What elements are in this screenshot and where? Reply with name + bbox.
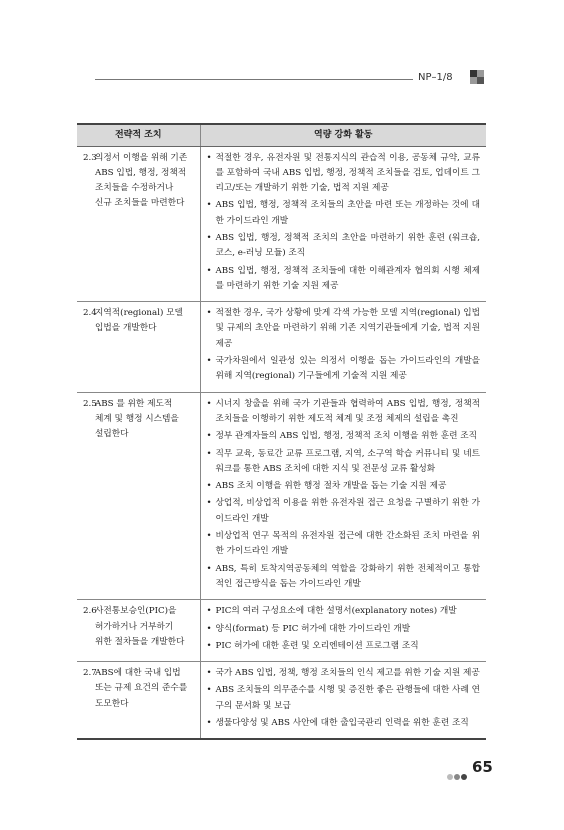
activities-cell	[200, 146, 486, 302]
table-header-row	[77, 124, 486, 146]
table-row	[77, 662, 486, 740]
activities-cell	[200, 662, 486, 740]
measure-text: 사전통보승인(PIC)을	[95, 606, 177, 617]
strategic-measure-cell	[77, 600, 200, 662]
activity-item: • ABS, 특히 토착지역공동체의 역할을 강화하기 위한 전체적이고 통합적인 접근방식을 돕는 가이드라인 개발	[207, 562, 481, 593]
measure-number: 2.5	[83, 398, 97, 409]
header-strategic-measures: 전략적 조치	[77, 124, 200, 146]
strategic-measure-cell	[77, 302, 200, 392]
activity-item: • 시너지 창출을 위해 국가 기관들과 협력하여 ABS 입법, 행정, 정책적 조치들을 이행하기 위한 제도적 체계 및 조정 체제의 설립을 촉진	[207, 397, 481, 428]
header-rule	[95, 79, 413, 80]
header-capacity-activities: 역량 강화 활동	[200, 124, 486, 146]
activity-item: • 생물다양성 및 ABS 사안에 대한 출입국관리 인력을 위한 훈련 조직	[207, 716, 481, 731]
measure-text: 체계 및 행정 시스템을	[95, 413, 179, 424]
page-number: 65	[472, 758, 493, 776]
activity-item: • 국가차원에서 일관성 있는 의정서 이행을 돕는 가이드라인의 개발을 위해 지역(regional) 기구들에게 기술적 지원 제공	[207, 354, 481, 385]
activity-item: • 국가 ABS 입법, 정책, 행정 조치들의 인식 제고를 위한 기술 지원 제공	[207, 666, 481, 681]
activity-item: • 적절한 경우, 국가 상황에 맞게 각색 가능한 모델 지역(regional) 입법 및 규제의 초안을 마련하기 위해 기존 지역기관들에게 기술, 법적 지원 제공	[207, 306, 481, 352]
measure-text: 위한 절차들을 개발한다	[95, 636, 185, 647]
measure-line	[83, 306, 196, 321]
measure-number: 2.7	[83, 668, 97, 679]
measure-text: ABS 를 위한 제도적	[95, 398, 173, 409]
capacity-building-table	[77, 123, 486, 740]
activities-cell	[200, 600, 486, 662]
activity-item: • 비상업적 연구 목적의 유전자원 접근에 대한 간소화된 조치 마련을 위한 가이드라인 개발	[207, 529, 481, 560]
measure-line	[83, 604, 196, 619]
strategic-measure-cell	[77, 662, 200, 740]
measure-line	[83, 397, 196, 412]
strategic-measure-cell	[77, 146, 200, 302]
strategic-measure-cell	[77, 392, 200, 600]
measure-text: ABS에 대한 국내 입법	[95, 668, 181, 679]
measure-text: ABS 입법, 행정, 정책적	[95, 167, 187, 178]
activity-item: • 직무 교육, 동료간 교류 프로그램, 지역, 소구역 학습 커뮤니티 및 네트워크를 통한 ABS 조치에 대한 지식 및 전문성 교류 활성화	[207, 447, 481, 478]
activity-item: • ABS 입법, 행정, 정책적 조치들의 초안을 마련 또는 개정하는 것에 대한 가이드라인 개발	[207, 198, 481, 229]
table-row	[77, 600, 486, 662]
table-row	[77, 146, 486, 302]
measure-number: 2.3	[83, 152, 97, 163]
activity-item: • ABS 입법, 행정, 정책적 조치들에 대한 이해관계자 협의회 시행 체제를 마련하기 위한 기술 지원 제공	[207, 264, 481, 295]
measure-text: 신규 조치들을 마련한다	[95, 198, 185, 209]
activity-item: • 적절한 경우, 유전자원 및 전통지식의 관습적 이용, 공동체 규약, 교류를 포함하여 국내 ABS 입법, 행정, 정책적 조치들을 검토, 업데이트 그리고/또는 개발하기 위한 기술, 법적 지원 제공	[207, 151, 481, 197]
measure-line	[83, 151, 196, 166]
measure-line	[83, 666, 196, 681]
activity-item: • PIC 허가에 대한 훈련 및 오리엔테이션 프로그램 조직	[207, 639, 481, 654]
measure-text: 설립한다	[95, 429, 129, 440]
activities-cell	[200, 392, 486, 600]
activity-item: • 양식(format) 등 PIC 허가에 대한 가이드라인 개발	[207, 622, 481, 637]
activity-item: • ABS 조치 이행을 위한 행정 절차 개발을 돕는 기술 지원 제공	[207, 479, 481, 494]
measure-text: 도모한다	[95, 698, 129, 709]
page-dots-icon	[447, 765, 468, 784]
measure-text: 입법을 개발한다	[95, 323, 157, 334]
activity-item: • 상업적, 비상업적 이용을 위한 유전자원 접근 요청을 구별하기 위한 가이드라인 개발	[207, 496, 481, 527]
table-row	[77, 392, 486, 600]
activity-item: • ABS 입법, 행정, 정책적 조치의 초안을 마련하기 위한 훈련 (워크숍, 코스, e-러닝 모듈) 조직	[207, 231, 481, 262]
measure-text: 지역적(regional) 모델	[95, 308, 183, 319]
measure-number: 2.4	[83, 308, 97, 319]
measure-text: 또는 규제 요건의 준수를	[95, 683, 188, 694]
activities-cell	[200, 302, 486, 392]
measure-text: 허가하거나 거부하기	[95, 621, 174, 632]
corner-mark	[470, 70, 484, 84]
measure-text: 의정서 이행을 위해 기존	[95, 152, 188, 163]
measure-number: 2.6	[83, 606, 97, 617]
measure-text: 조치들을 수정하거나	[95, 183, 174, 194]
document-code: NP–1/8	[418, 72, 453, 83]
activity-item: • PIC의 여러 구성요소에 대한 설명서(explanatory notes) 개발	[207, 604, 481, 619]
table-row	[77, 302, 486, 392]
activity-item: • 정부 관계자들의 ABS 입법, 행정, 정책적 조치 이행을 위한 훈련 조직	[207, 429, 481, 444]
activity-item: • ABS 조치들의 의무준수를 시행 및 증진한 좋은 관행들에 대한 사례 연구의 문서화 및 보급	[207, 683, 481, 714]
